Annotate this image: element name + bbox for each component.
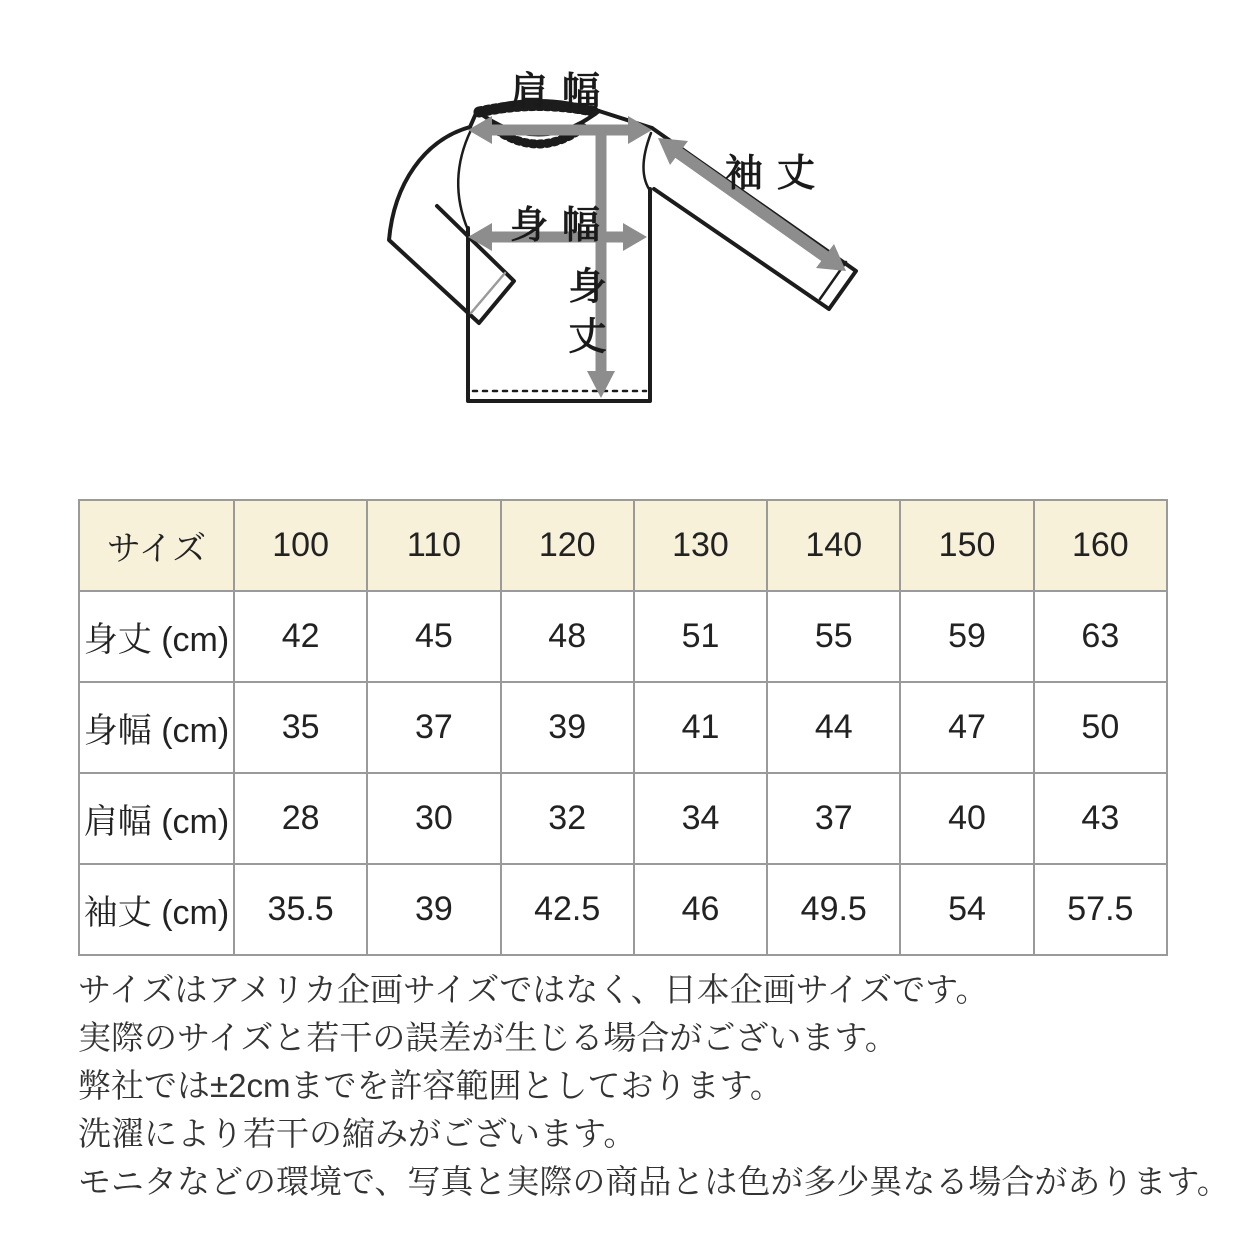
shirt-measurement-diagram bbox=[0, 0, 1250, 470]
row-label: 肩幅 (cm) bbox=[79, 773, 234, 864]
shoulder-width-label: 肩幅 bbox=[510, 71, 615, 113]
body-width-label: 身幅 bbox=[510, 205, 615, 247]
size-table-header-row bbox=[79, 500, 1167, 591]
size-table bbox=[78, 499, 1168, 956]
size-column-header: 150 bbox=[900, 500, 1033, 591]
size-cell: 54 bbox=[900, 864, 1033, 955]
size-cell: 39 bbox=[367, 864, 500, 955]
table-row-shoulder-width bbox=[79, 773, 1167, 864]
sleeve-length-label: 袖丈 bbox=[725, 153, 830, 195]
size-cell: 55 bbox=[767, 591, 900, 682]
note-line: 実際のサイズと若干の誤差が生じる場合がございます。 bbox=[78, 1019, 898, 1056]
row-label: 身丈 (cm) bbox=[79, 591, 234, 682]
size-cell: 42 bbox=[234, 591, 367, 682]
row-label: 身幅 (cm) bbox=[79, 682, 234, 773]
note-line: モニタなどの環境で、写真と実際の商品とは色が多少異なる場合があります。 bbox=[78, 1163, 1230, 1200]
table-row-sleeve-length bbox=[79, 864, 1167, 955]
size-cell: 50 bbox=[1034, 682, 1167, 773]
size-cell: 46 bbox=[634, 864, 767, 955]
size-cell: 51 bbox=[634, 591, 767, 682]
note-line: 洗濯により若干の縮みがございます。 bbox=[78, 1115, 637, 1152]
size-column-header: 120 bbox=[501, 500, 634, 591]
note-line: 弊社では±2cmまでを許容範囲としております。 bbox=[78, 1067, 783, 1104]
size-column-header: 160 bbox=[1034, 500, 1167, 591]
size-cell: 43 bbox=[1034, 773, 1167, 864]
size-cell: 48 bbox=[501, 591, 634, 682]
size-cell: 28 bbox=[234, 773, 367, 864]
size-cell: 35.5 bbox=[234, 864, 367, 955]
body-length-label: 身丈 bbox=[562, 266, 604, 366]
size-cell: 49.5 bbox=[767, 864, 900, 955]
size-column-header: 100 bbox=[234, 500, 367, 591]
size-column-header: サイズ bbox=[79, 500, 234, 591]
size-cell: 35 bbox=[234, 682, 367, 773]
size-cell: 30 bbox=[367, 773, 500, 864]
size-cell: 42.5 bbox=[501, 864, 634, 955]
size-cell: 40 bbox=[900, 773, 1033, 864]
row-label: 袖丈 (cm) bbox=[79, 864, 234, 955]
size-column-header: 130 bbox=[634, 500, 767, 591]
size-cell: 47 bbox=[900, 682, 1033, 773]
note-line: サイズはアメリカ企画サイズではなく、日本企画サイズです。 bbox=[78, 971, 989, 1008]
size-cell: 37 bbox=[367, 682, 500, 773]
size-cell: 34 bbox=[634, 773, 767, 864]
size-cell: 44 bbox=[767, 682, 900, 773]
size-notes bbox=[78, 966, 1230, 1206]
size-column-header: 110 bbox=[367, 500, 500, 591]
table-row-body-length bbox=[79, 591, 1167, 682]
size-cell: 45 bbox=[367, 591, 500, 682]
size-cell: 37 bbox=[767, 773, 900, 864]
size-cell: 32 bbox=[501, 773, 634, 864]
size-cell: 57.5 bbox=[1034, 864, 1167, 955]
size-cell: 41 bbox=[634, 682, 767, 773]
table-row-body-width bbox=[79, 682, 1167, 773]
size-cell: 39 bbox=[501, 682, 634, 773]
size-cell: 59 bbox=[900, 591, 1033, 682]
size-column-header: 140 bbox=[767, 500, 900, 591]
size-cell: 63 bbox=[1034, 591, 1167, 682]
shirt-outline-drawing bbox=[360, 30, 880, 450]
